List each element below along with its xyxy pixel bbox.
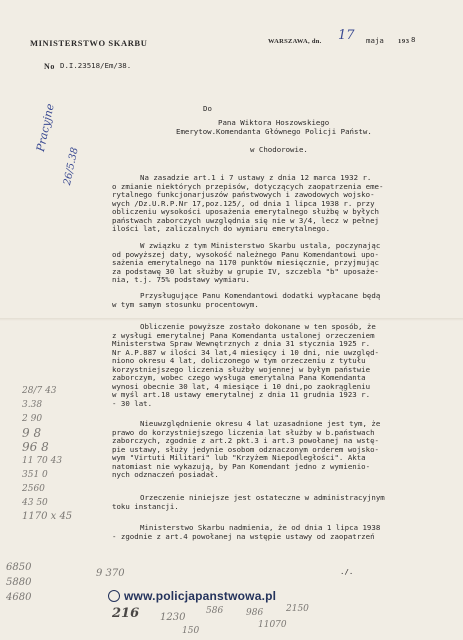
text-line: wych /Dz.U.R.P.Nr 17,poz.125/, od dnia 1 lipca 1938 r. przy [112,198,375,208]
text-line: korzystniejszego liczenia służby wojennej w byłym państwie [112,364,371,374]
calc-line: 4680 [6,592,32,603]
calc-line: 351 0 [22,470,48,480]
reference-prefix: No [44,62,55,71]
date-month: maja [366,36,384,45]
pencil-number-large: 216 [112,606,140,621]
watermark-seal-icon [108,590,120,602]
continuation-marker: ./. [340,567,354,576]
date-year-suffix: 8 [411,35,416,44]
pencil-number: 986 [246,608,264,618]
text-line: państwach zaborczych uwzględnia się nie w 3/4, lecz w pełnej [112,215,379,225]
text-line: Ministerstwo Skarbu nadmienia, że od dnia 1 lipca 1938 [140,523,381,532]
calc-line: 96 8 [22,440,49,454]
address-name: Pana Wiktora Hoszowskiego [218,118,330,127]
text-line: z wysługi emerytalnej Pana Komendanta ustalonej orzeczeniem [112,330,375,340]
text-line: Ministerstwa Spraw Wewnętrznych z dnia 31 stycznia 1925 r. [112,339,371,348]
text-line: nia, t.j. 75% podstawy wymiaru. [112,275,250,284]
text-line: niono okresu 4 lat, doliczonego w tym orzeczeniu z tytułu [112,356,366,365]
date-city-prefix: WARSZAWA, dn. [268,38,322,45]
calc-line: 1170 x 45 [22,511,73,522]
text-line: Nr A.P.887 w ilości 34 lat,4 miesięcy i 10 dni, nie uwzględ- [112,347,379,357]
calc-line: 9 8 [22,426,42,440]
margin-pencil-totals [6,560,31,605]
paragraph-finality [112,494,385,511]
paragraph-notice [112,524,380,541]
address-do: Do [203,104,212,113]
text-line: zaborczym, wobec czego wysługa emerytalna Pana Komendanta [112,373,366,382]
text-line: obliczeniu wysokości uposażenia emerytalnego służbę w byłych [112,207,379,216]
calc-line: 43 50 [22,498,48,508]
calc-line: 6850 [6,562,32,573]
text-line: zaborczych, zgodnie z art.2 pkt.3 i art.3 powołanej na wstę- [112,436,379,445]
pencil-number: 2150 [286,604,309,614]
calc-line: 2 90 [22,414,43,424]
text-line: toku instancji. [112,501,179,511]
text-line: natomiast nie wykazują, by Pan Komendant jedno z wymienio- [112,461,371,471]
text-line: prawo do korzystniejszego liczenia lat służby w b.państwach [112,427,375,437]
calc-line: 3.38 [22,400,43,410]
text-line: o zmianie niektórych przepisów, dotyczących zaopatrzenia eme- [112,181,384,191]
watermark-url: www.policjapanstwowa.pl [124,589,277,603]
text-line: pie ustawy, służy jedynie osobom odznaczonym orderem wojsko- [112,444,379,454]
calc-line: 28/7 43 [22,386,57,396]
text-line: sażenia emerytalnego na 1170 punktów miesięcznie, przyjmując [112,258,379,267]
text-line: W związku z tym Ministerstwo Skarbu ustala, poczynając [140,241,381,250]
text-line: - zgodnie z art.4 powołanej na wstępie ustawy od zaopatrzeń [112,531,375,541]
text-line: ilości lat, zaliczalnych do wymiaru emerytalnego. [112,224,331,233]
text-line: Na zasadzie art.1 i 7 ustawy z dnia 12 marca 1932 r. [140,173,372,182]
paragraph-pension-amount [112,242,380,285]
pencil-number: 11070 [258,620,287,630]
paragraph-allowances [112,292,380,309]
margin-note-handwritten: Pracyjne [34,102,57,153]
text-line: od powyższej daty, wysokość należnego Panu Komendantowi upo- [112,249,379,259]
text-line: rytalnego funkcjonarjuszów państwowych i zawodowych wojsko- [112,190,375,199]
text-line: Nieuwzględnienie okresu 4 lat uzasadnione jest tym, że [140,419,381,428]
ministry-header: MINISTERSTWO SKARBU [30,38,148,48]
address-city: w Chodorowie. [250,145,308,154]
calc-line: 5880 [6,577,32,588]
paragraph-calculation [112,323,379,408]
text-line: nych odznaczeń posiadał. [112,470,219,479]
date-year-prefix: 193 [398,38,410,45]
pencil-number: 586 [206,606,224,616]
pencil-number: 9 370 [96,568,125,579]
text-line: wym "Virtuti Militari" lub "Krzyżem Niepodległości". Akta [112,453,366,462]
text-line: za podstawę 30 lat służby w grupie IV, szczebla "b" uposaże- [112,266,379,276]
paper-fold-crease [0,318,463,321]
text-line: Przysługujące Panu Komendantowi dodatki wypłacane będą [140,291,381,300]
margin-date-handwritten: 26/5.38 [62,146,81,187]
text-line: - 30 lat. [112,398,153,408]
pencil-number: 1230 [160,612,186,623]
address-title: Emerytow.Komendanta Głównego Policji Państw. [176,127,372,136]
text-line: wynosi obecnie 30 lat, 4 miesiące i 10 dni,po zaokrągleniu [112,381,371,391]
pencil-number: 150 [182,626,200,636]
calc-line: 2560 [22,484,45,494]
reference-number: D.I.23518/Em/38. [60,61,132,70]
margin-pencil-calculations [22,384,72,524]
text-line: Obliczenie powyższe zostało dokonane w ten sposób, że [140,322,376,331]
text-line: w tym samym stosunku procentowym. [112,299,259,309]
text-line: w myśl art.18 ustawy emerytalnej z dnia 11 grudnia 1923 r. [112,390,371,399]
text-line: Orzeczenie niniejsze jest ostateczne w administracyjnym [140,493,385,502]
paragraph-justification [112,420,380,480]
calc-line: 11 70 43 [22,456,63,466]
date-day-handwritten: 17 [338,28,355,43]
paragraph-legal-basis [112,174,383,234]
